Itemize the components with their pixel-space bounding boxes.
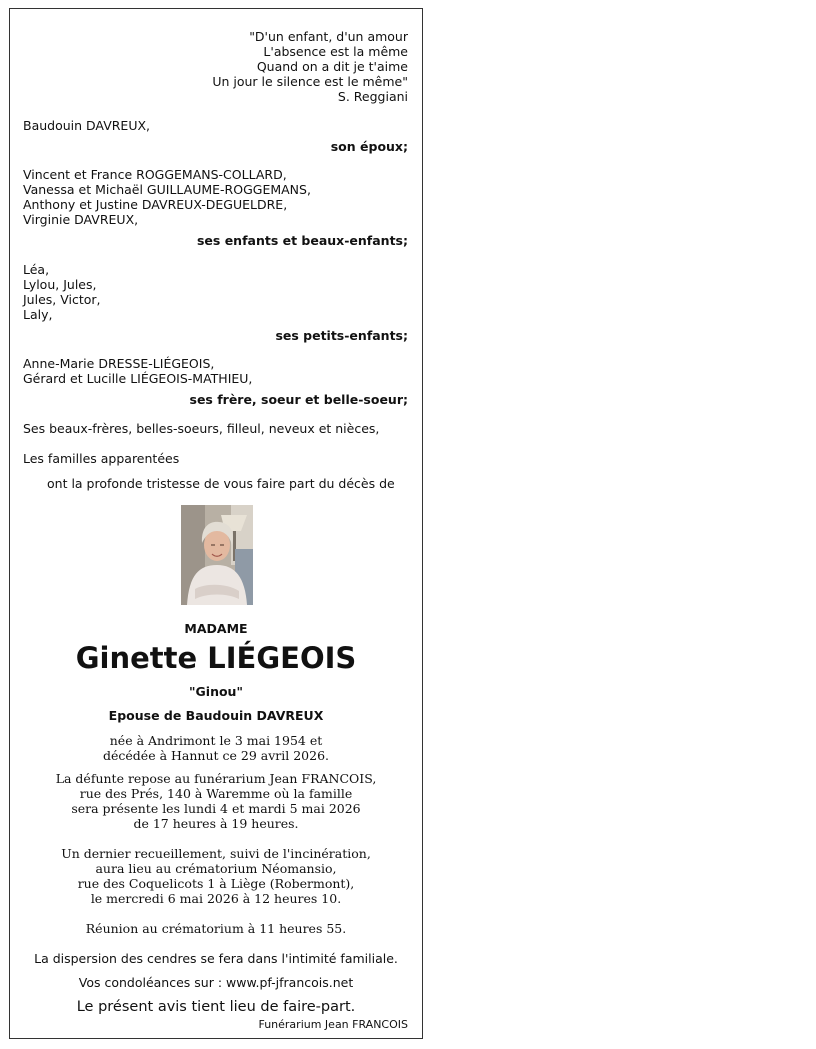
- dispersion-info: La dispersion des cendres se fera dans l'intimité familiale.: [34, 951, 398, 966]
- funeral-home: Funérarium Jean FRANCOIS: [258, 1018, 408, 1031]
- poem-author: S. Reggiani: [337, 89, 408, 104]
- list-item: Virginie DAVREUX,: [23, 212, 139, 227]
- list-item: Vanessa et Michaël GUILLAUME-ROGGEMANS,: [23, 182, 311, 197]
- children-list: [23, 167, 311, 227]
- in-laws: Ses beaux-frères, belles-soeurs, filleul, neveux et nièces,: [23, 421, 380, 436]
- siblings-list: [23, 356, 252, 386]
- poem-line: L'absence est la même: [263, 44, 408, 59]
- poem-line: "D'un enfant, d'un amour: [249, 29, 408, 44]
- reunion-info: Réunion au crématorium à 11 heures 55.: [85, 921, 347, 936]
- list-item: Anne-Marie DRESSE-LIÉGEOIS,: [23, 356, 215, 371]
- grandchildren-role: ses petits-enfants;: [275, 328, 408, 343]
- viewing-info: [10, 771, 422, 831]
- deceased-name: Ginette LIÉGEOIS: [75, 641, 357, 675]
- list-item: Gérard et Lucille LIÉGEOIS-MATHIEU,: [23, 371, 253, 386]
- portrait-image: [181, 505, 253, 605]
- poem: [212, 29, 408, 104]
- ceremony-line: aura lieu au crématorium Néomansio,: [95, 861, 337, 876]
- grandchildren-list: [23, 262, 101, 322]
- poem-line: Quand on a dit je t'aime: [256, 59, 408, 74]
- portrait-photo: [181, 505, 253, 605]
- deceased-spouse-line: Epouse de Baudouin DAVREUX: [108, 708, 324, 723]
- ceremony-line: le mercredi 6 mai 2026 à 12 heures 10.: [90, 891, 342, 906]
- list-item: Laly,: [23, 307, 53, 322]
- announcement: ont la profonde tristesse de vous faire part du décès de: [47, 476, 395, 491]
- death-line: décédée à Hannut ce 29 avril 2026.: [103, 748, 329, 763]
- deceased-nickname: "Ginou": [189, 684, 243, 699]
- condolences-link[interactable]: Vos condoléances sur : www.pf-jfrancois.net: [78, 975, 354, 990]
- notice-line: Le présent avis tient lieu de faire-part.: [76, 999, 356, 1015]
- viewing-line: La défunte repose au funérarium Jean FRANCOIS,: [55, 771, 377, 786]
- viewing-line: rue des Prés, 140 à Waremme où la famille: [79, 786, 353, 801]
- list-item: Vincent et France ROGGEMANS-COLLARD,: [23, 167, 287, 182]
- list-item: Léa,: [23, 262, 50, 277]
- obituary-card: [9, 8, 423, 1039]
- poem-line: Un jour le silence est le même": [212, 74, 408, 89]
- ceremony-info: [10, 846, 422, 906]
- birth-line: née à Andrimont le 3 mai 1954 et: [109, 733, 323, 748]
- viewing-line: de 17 heures à 19 heures.: [133, 816, 299, 831]
- ceremony-line: Un dernier recueillement, suivi de l'incinération,: [61, 846, 371, 861]
- ceremony-line: rue des Coquelicots 1 à Liège (Robermont),: [77, 876, 355, 891]
- families: Les familles apparentées: [23, 451, 180, 466]
- list-item: Jules, Victor,: [23, 292, 101, 307]
- children-role: ses enfants et beaux-enfants;: [196, 233, 408, 248]
- viewing-line: sera présente les lundi 4 et mardi 5 mai 2026: [71, 801, 361, 816]
- deceased-title: MADAME: [184, 621, 248, 636]
- spouse-name: Baudouin DAVREUX,: [23, 118, 151, 133]
- list-item: Lylou, Jules,: [23, 277, 97, 292]
- list-item: Anthony et Justine DAVREUX-DEGUELDRE,: [23, 197, 288, 212]
- siblings-role: ses frère, soeur et belle-soeur;: [189, 392, 408, 407]
- spouse-role: son époux;: [330, 139, 408, 154]
- birth-death: [10, 733, 422, 763]
